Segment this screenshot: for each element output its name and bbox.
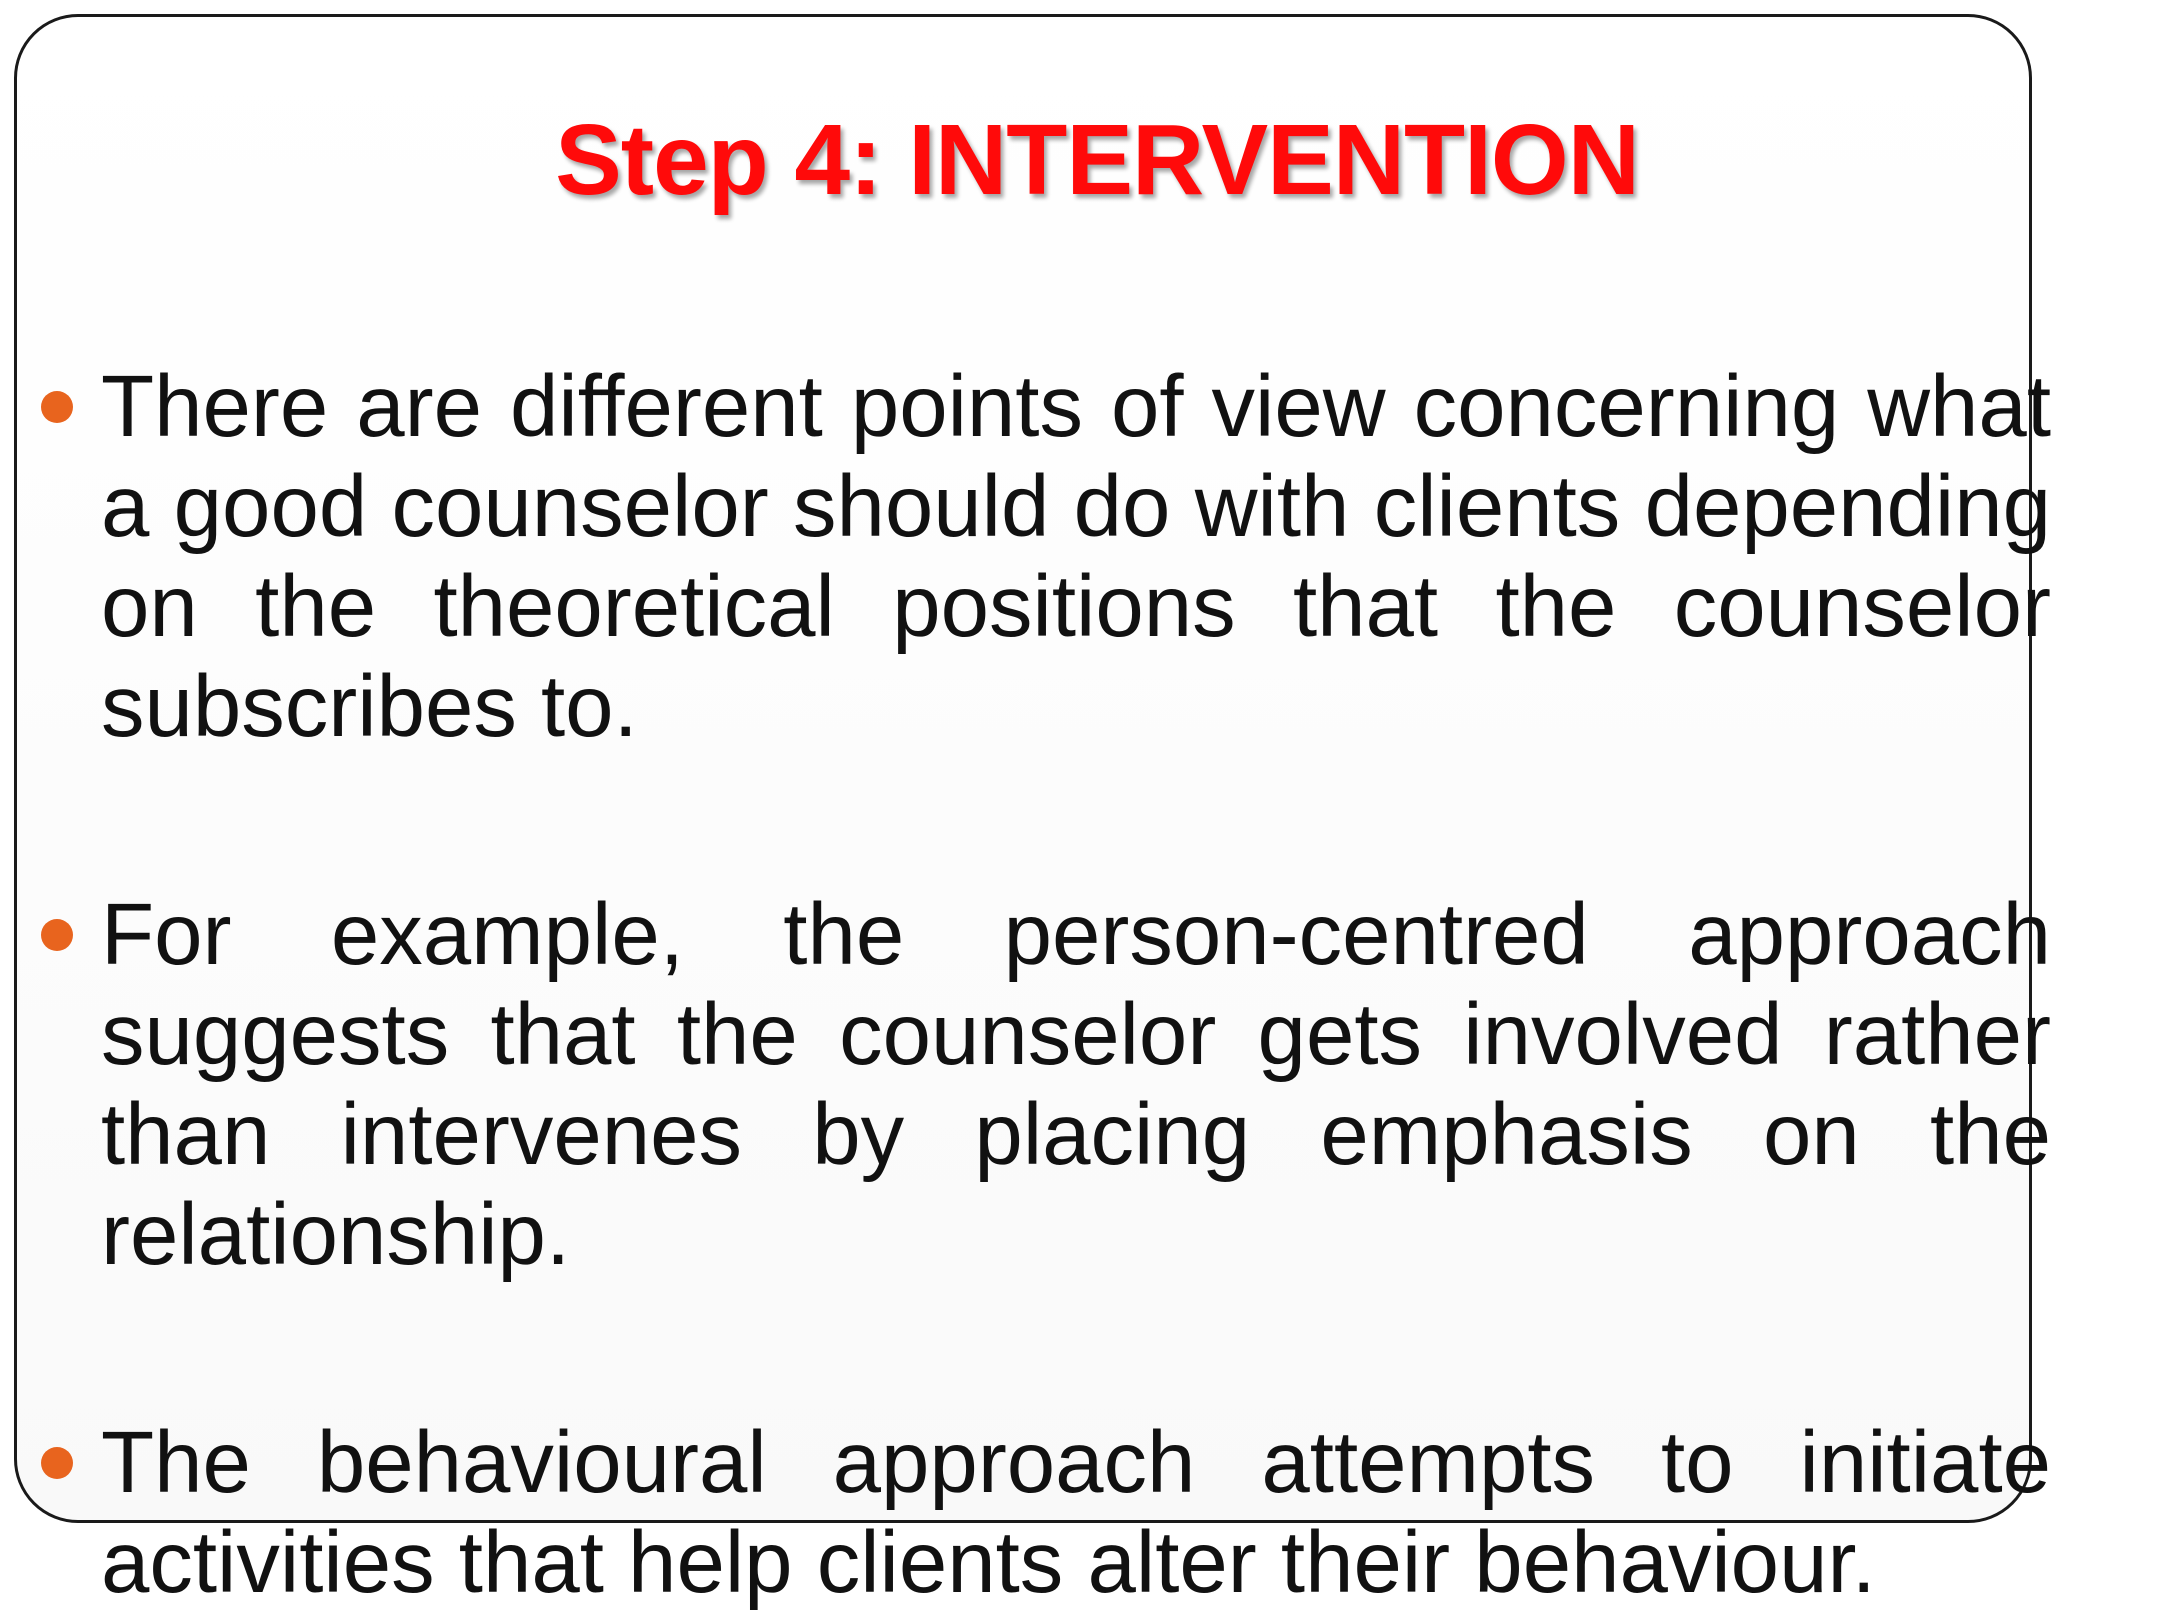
bullet-dot-icon <box>41 391 73 423</box>
bullet-text: The behavioural approach attempts to initiate activities that help clients alter their behaviour. <box>101 1414 2051 1611</box>
bullet-dot-icon <box>41 919 73 951</box>
bullet-dot-icon <box>41 1447 73 1479</box>
bullet-text: There are different points of view concerning what a good counselor should do with clients depending on the theoretical positions that the counselor subscribes to. <box>101 358 2051 755</box>
slide-title: Step 4: INTERVENTION <box>555 104 1639 216</box>
slide-frame <box>14 14 2051 1611</box>
bullet-text: For example, the person-centred approach suggests that the counselor gets involved rather than intervenes by placing emphasis on the relationship. <box>101 886 2051 1283</box>
